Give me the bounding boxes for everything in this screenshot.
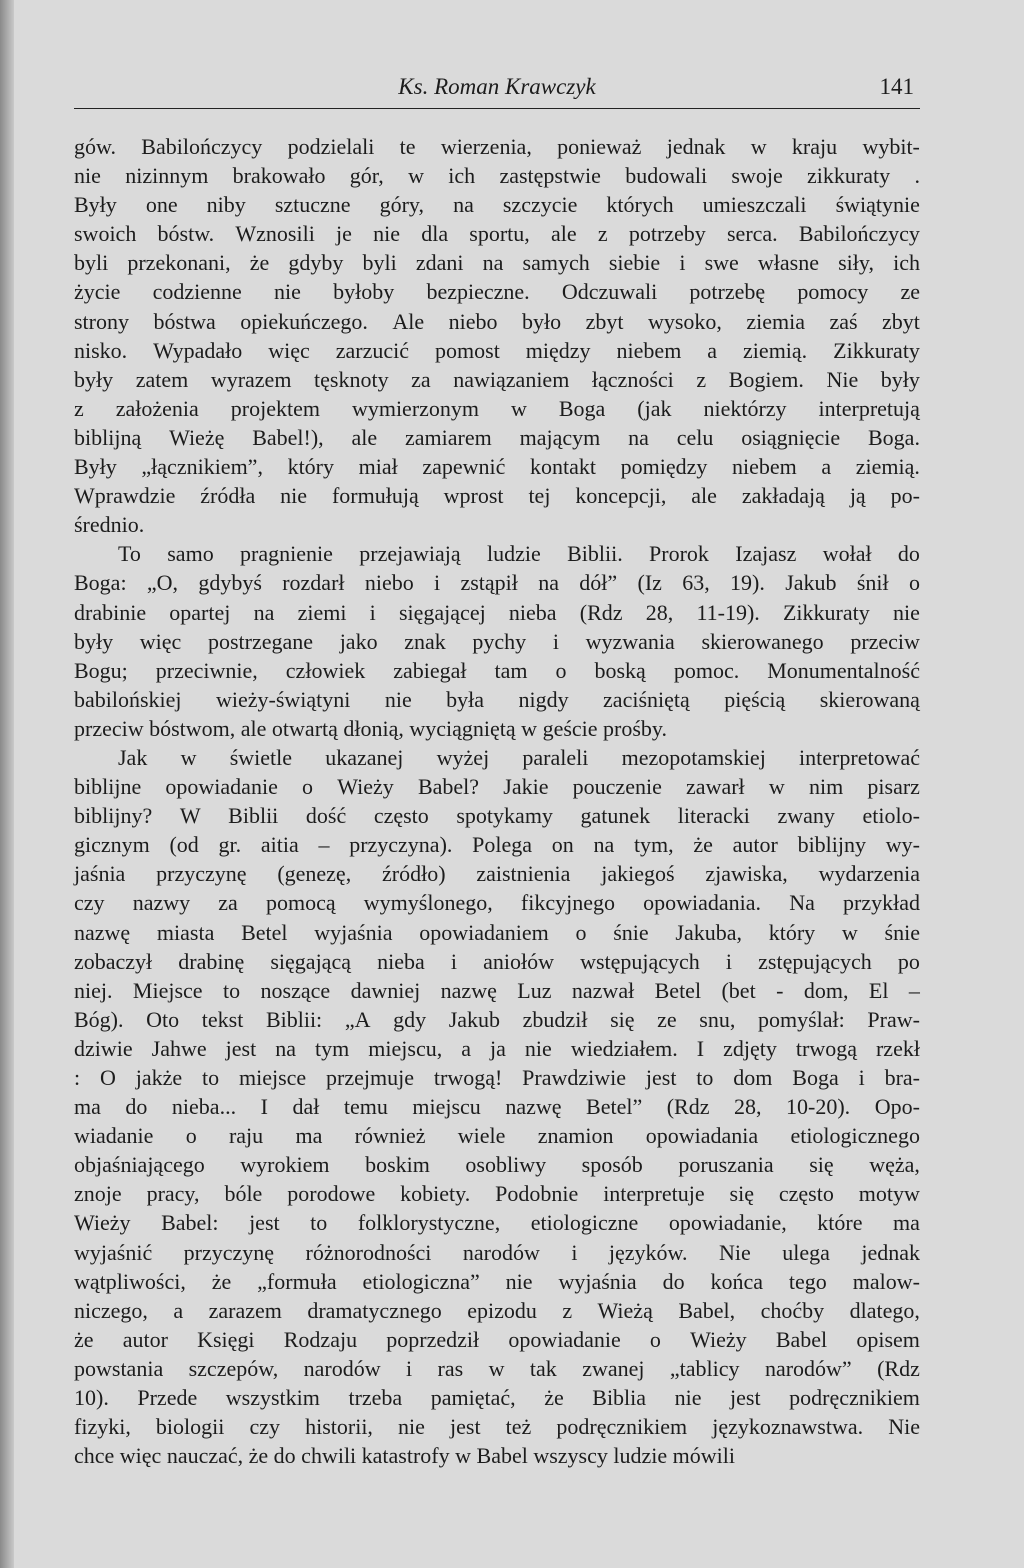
text-line: jaśnia przyczynę (genezę, źródło) zaistnienia jakiegoś zjawiska, wydarzenia (74, 861, 920, 887)
body-text (74, 132, 920, 1470)
text-line: były więc postrzegane jako znak pychy i wyzwania skierowanego przeciw (74, 628, 920, 654)
text-line: byli przekonani, że gdyby byli zdani na samych siebie i swe własne siły, ich (74, 250, 920, 276)
text-line: 10). Przede wszystkim trzeba pamiętać, że Biblia nie jest podręcznikiem (74, 1385, 920, 1411)
page-gutter-shadow (0, 0, 14, 1568)
text-line: Bóg). Oto tekst Biblii: „A gdy Jakub zbudził się ze snu, pomyślał: Praw- (74, 1006, 920, 1032)
text-line: wątpliwości, że „formuła etiologiczna” nie wyjaśnia do końca tego malow- (74, 1268, 920, 1294)
text-line: chce więc nauczać, że do chwili katastrofy w Babel wszyscy ludzie mówili (74, 1443, 735, 1469)
text-line: biblijne opowiadanie o Wieży Babel? Jakie pouczenie zawarł w nim pisarz (74, 774, 920, 800)
text-line: powstania szczepów, narodów i ras w tak zwanej „tablicy narodów” (Rdz (74, 1355, 920, 1381)
text-line: wyjaśnić przyczynę różnorodności narodów i języków. Nie ulega jednak (74, 1239, 920, 1265)
text-line: wiadanie o raju ma również wiele znamion opowiadania etiologicznego (74, 1123, 920, 1149)
text-line: zobaczył drabinę sięgającą nieba i aniołów wstępujących i zstępujących po (74, 948, 920, 974)
text-line: niczego, a zarazem dramatycznego epizodu z Wieżą Babel, choćby dlatego, (74, 1297, 920, 1323)
text-line: Boga: „O, gdybyś rozdarł niebo i zstąpił na dół” (Iz 63, 19). Jakub śnił o (74, 570, 920, 596)
text-line: że autor Księgi Rodzaju poprzedził opowiadanie o Wieży Babel opisem (74, 1326, 920, 1352)
text-line: Wprawdzie źródła nie formułują wprost tej koncepcji, ale zakładają ją po- (74, 483, 920, 509)
text-line: ma do nieba... I dał temu miejscu nazwę Betel” (Rdz 28, 10-20). Opo- (74, 1094, 920, 1120)
text-line: życie codzienne nie byłoby bezpieczne. Odczuwali potrzebę pomocy ze (74, 279, 920, 305)
text-line: swoich bóstw. Wznosili je nie dla sportu, ale z potrzeby serca. Babilończycy (74, 221, 920, 247)
text-line: Wieży Babel: jest to folklorystyczne, etiologiczne opowiadanie, które ma (74, 1210, 920, 1236)
text-line: nazwę miasta Betel wyjaśnia opowiadaniem o śnie Jakuba, który w śnie (74, 919, 920, 945)
text-line: Jak w świetle ukazanej wyżej paraleli mezopotamskiej interpretować (118, 744, 920, 770)
text-line: objaśniającego wyrokiem boskim osobliwy sposób poruszania się węża, (74, 1152, 920, 1178)
text-line: : O jakże to miejsce przejmuje trwogą! Prawdziwie jest to dom Boga i bra- (74, 1065, 920, 1090)
text-line: drabinie opartej na ziemi i sięgającej nieba (Rdz 28, 11-19). Zikkuraty nie (74, 599, 920, 625)
text-line: fizyki, biologii czy historii, nie jest też podręcznikiem językoznawstwa. Nie (74, 1414, 920, 1440)
text-line: nie nizinnym brakowało gór, w ich zastępstwie budowali swoje zikkuraty . (74, 163, 920, 189)
header-author: Ks. Roman Krawczyk (398, 74, 596, 99)
text-line: znoje pracy, bóle porodowe kobiety. Podobnie interpretuje się często motyw (74, 1181, 920, 1207)
running-header (74, 74, 920, 109)
text-line: niej. Miejsce to noszące dawniej nazwę Luz nazwał Betel (bet - dom, El – (74, 977, 920, 1003)
text-line: Bogu; przeciwnie, człowiek zabiegał tam o boską pomoc. Monumentalność (74, 657, 920, 683)
text-line: czy nazwy za pomocą wymyślonego, fikcyjnego opowiadania. Na przykład (74, 890, 920, 916)
text-line: babilońskiej wieży-świątyni nie była nigdy zaciśniętą pięścią skierowaną (74, 686, 920, 712)
page-number: 141 (879, 74, 914, 99)
text-line: dziwie Jahwe jest na tym miejscu, a ja nie wiedziałem. I zdjęty trwogą rzekł (74, 1035, 920, 1061)
text-line: z założenia projektem wymierzonym w Boga (jak niektórzy interpretują (74, 395, 920, 421)
text-line: To samo pragnienie przejawiają ludzie Biblii. Prorok Izajasz wołał do (118, 541, 920, 567)
text-line: biblijną Wieżę Babel!), ale zamiarem mającym na celu osiągnięcie Boga. (74, 424, 920, 450)
text-line: przeciw bóstwom, ale otwartą dłonią, wyciągniętą w geście prośby. (74, 715, 667, 741)
text-line: nisko. Wypadało więc zarzucić pomost między niebem a ziemią. Zikkuraty (74, 337, 920, 363)
text-line: Były one niby sztuczne góry, na szczycie których umieszczali świątynie (74, 192, 920, 218)
text-line: Były „łącznikiem”, który miał zapewnić kontakt pomiędzy niebem a ziemią. (74, 454, 920, 480)
text-line: strony bóstwa opiekuńczego. Ale niebo było zbyt wysoko, ziemia zaś zbyt (74, 308, 920, 334)
text-line: gicznym (od gr. aitia – przyczyna). Polega on na tym, że autor biblijny wy- (74, 832, 920, 858)
text-line: biblijny? W Biblii dość często spotykamy gatunek literacki zwany etiolo- (74, 803, 920, 829)
text-line: gów. Babilończycy podzielali te wierzenia, ponieważ jednak w kraju wybit- (74, 134, 920, 159)
text-line: średnio. (74, 512, 145, 538)
text-line: były zatem wyrazem tęsknoty za nawiązaniem łączności z Bogiem. Nie były (74, 366, 920, 392)
